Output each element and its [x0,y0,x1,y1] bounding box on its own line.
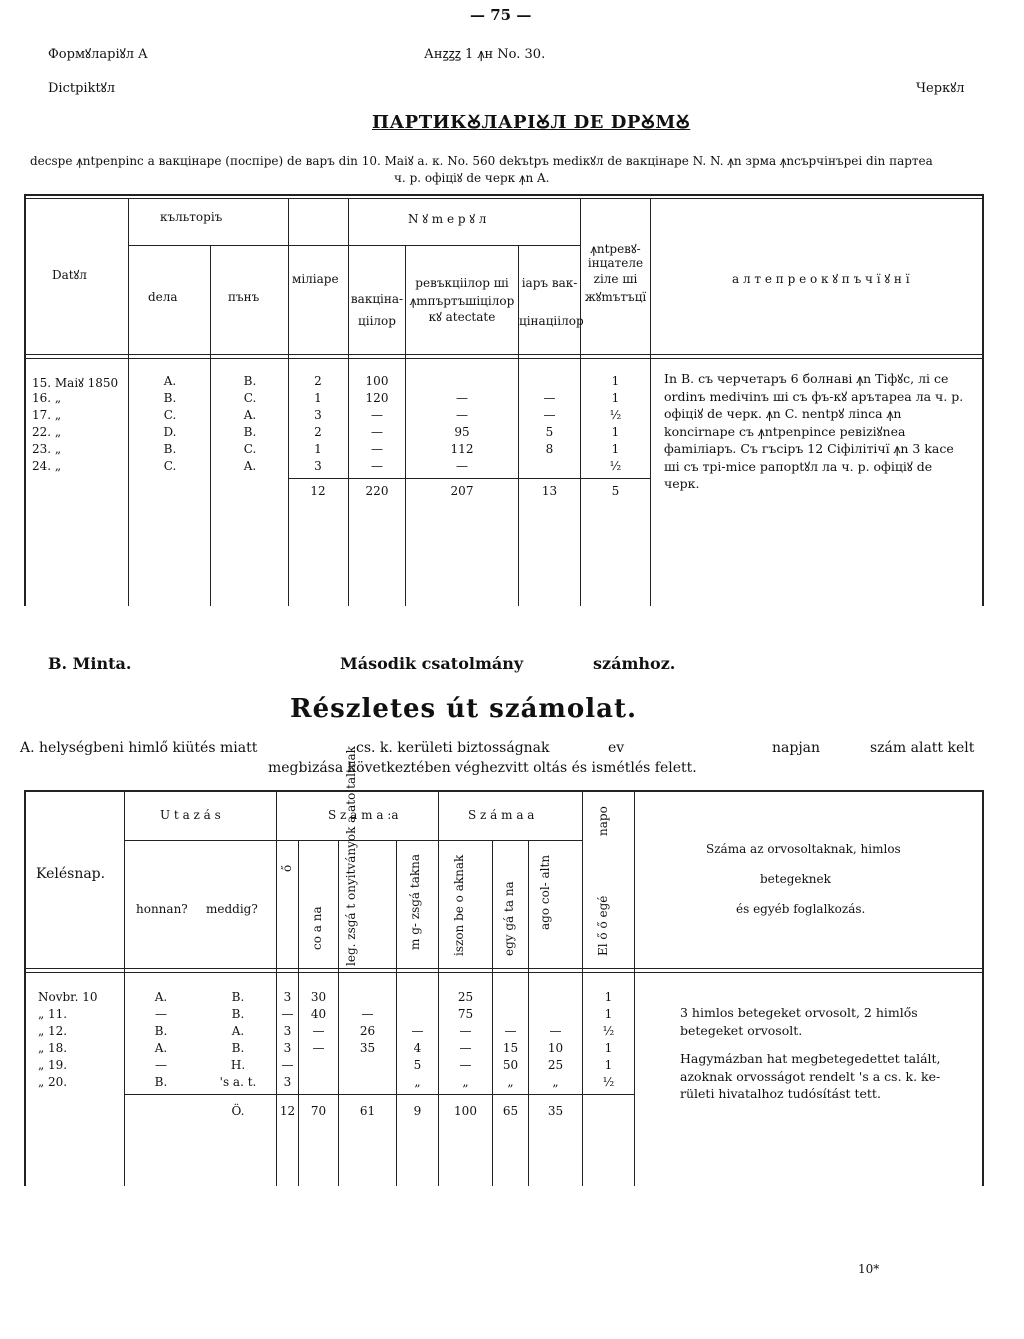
table1-row-date: 22. „ [32,425,62,439]
table1-cell: — [371,425,383,439]
table2-header-bottom [24,968,984,969]
table1-cell: A. [243,408,257,422]
table1-cell: — [456,408,468,422]
table1-cell: — [371,442,383,456]
table1-cell: 3 [314,408,322,422]
table2-cell: — [459,1041,472,1055]
total-col-1: 12 [279,1104,296,1118]
table2-cell: — [312,1024,325,1038]
table2-cell: — [312,1041,325,1055]
intro-line-e: szám alatt kelt [870,740,975,756]
table1-col-line [128,198,129,606]
col-header-alte: a л т е п р е о к ꙋ п ъ ч ї ꙋ н ї [732,272,910,286]
table2-row-date: „ 12. [38,1024,68,1038]
table1-cell: — [456,391,468,405]
table1-sum-line [288,478,650,479]
table2-cell: „ [507,1075,514,1089]
table2-cell: 5 [413,1058,422,1072]
table2-cell: 4 [413,1041,422,1055]
table2-cell: — [281,1058,294,1072]
table1-cell: 1 [611,391,620,405]
section-szamhoz: számhoz. [593,654,676,673]
description-line-1: decspe ꙟntpenpinc a вакцінаре (поспіре) de варъ din 10. Маіꙋ a. к. No. 560 dekъtpъ mediкꙋл de вакцінаре N. N. ꙟn зрма ꙟnсърчінъреі din партеа [30,154,933,168]
col-header-pana: пънъ [228,290,260,304]
col-header-impre-3: ziле ші [593,272,638,286]
col-header-miliare: міліаре [292,272,339,286]
col-header-rot-2: co a na [310,906,324,950]
col-header-data: Datꙋл [52,268,87,282]
table1-row-date: 15. Маіꙋ 1850 [32,376,119,390]
table1-cell: ½ [609,459,622,473]
table2-cell: 15 [502,1041,519,1055]
section-reszletes-title: Részletes út számolat. [290,694,638,724]
table1-cell: C. [243,442,257,456]
table2-cell: „ [462,1075,469,1089]
table2-cell: — [281,1007,294,1021]
table1-cell: 1 [611,442,620,456]
table2-cell: B. [231,1007,245,1021]
table2-sum-line [124,1094,634,1095]
table2-row-date: „ 19. [38,1058,68,1072]
table1-row-date: 16. „ [32,391,62,405]
table1-cell: B. [243,425,257,439]
table2-cell: — [549,1024,562,1038]
total-col-4: 9 [413,1104,422,1118]
table2-col-line [492,840,493,1186]
table1-header-bottom-inner [24,358,984,359]
table1-row-date: 17. „ [32,408,62,422]
col-header-right-3: és egyéb foglalkozás. [736,902,866,916]
table2-cell: 40 [310,1007,327,1021]
total-impre: 5 [611,484,620,498]
table2-cell: 25 [457,990,474,1004]
col-header-rot-9: napo [596,806,610,836]
table2-cell: 3 [283,990,292,1004]
table2-cell: 3 [283,1024,292,1038]
table2-row-date: „ 20. [38,1075,68,1089]
table2-cell: ½ [602,1075,615,1089]
table1-cell: 8 [545,442,554,456]
table1-left-border [24,194,26,606]
table2-cell: A. [231,1024,245,1038]
table2-col-line [634,790,635,1186]
intro-line-b: cs. k. kerületi biztosságnak [356,740,550,756]
table2-cell: 1 [604,990,613,1004]
table2-row-date: „ 18. [38,1041,68,1055]
col-header-dela: dела [148,290,178,304]
total-vaccinati: 220 [365,484,389,498]
table1-cell: — [371,408,383,422]
table2-right-border [982,790,984,1186]
col-header-kelesnap: Kelésnap. [36,866,106,882]
table1-cell: 1 [611,374,620,388]
table2-cell: A. [154,990,168,1004]
col-header-revacc-2: ꙟmпъртъшіцілор [409,294,515,308]
circle-label: Черкꙋл [916,81,965,96]
table1-cell: 112 [450,442,474,456]
table2-cell: 50 [502,1058,519,1072]
col-header-rot-4: m g- zsgá takna [408,853,422,950]
table2-cell: 25 [547,1058,564,1072]
table1-cell: ½ [609,408,622,422]
table1-cell: B. [243,374,257,388]
table2-col-line [124,790,125,1186]
col-header-impre-2: інцателе [587,256,644,270]
table2-col-line [528,840,529,1186]
total-col-7: 35 [547,1104,564,1118]
table2-col-line [276,790,277,1186]
table1-header-bottom [24,354,984,355]
table1-cell: A. [163,374,177,388]
table1-cell: — [543,391,556,405]
table2-left-border [24,790,26,1186]
col-header-rot-1: ő [280,864,294,872]
total-col-3: 61 [359,1104,376,1118]
district-label: Dictpiktꙋл [48,81,116,96]
col-header-szama-1: S z á m a :a [328,808,399,822]
col-header-right-2: betegeknek [760,872,831,886]
table1-cell: D. [163,425,177,439]
table2-cell: — [504,1024,517,1038]
table2-cell: B. [154,1075,168,1089]
col-header-iara-1: іаръ вак- [521,276,578,290]
table1-cell: 2 [314,374,322,388]
table2-cell: B. [231,990,245,1004]
document-title: ПАРТИКꙊЛАРІꙊЛ DE DРꙊМꙊ [372,112,691,133]
table2-col-line [438,790,439,1186]
table1-cell: 1 [611,425,620,439]
total-miliare: 12 [310,484,326,498]
total-label: Ö. [231,1104,245,1118]
table1-cell: — [371,459,383,473]
table2-cell: 1 [604,1041,613,1055]
page-number: — 75 — [470,6,532,24]
section-minta: B. Minta. [48,654,132,673]
section-masodik: Második csatolmány [340,654,524,673]
table2-cell: — [155,1058,167,1072]
table2-cell: 3 [283,1041,292,1055]
total-col-5: 100 [454,1104,477,1118]
total-iara: 13 [541,484,558,498]
table1-col-line [650,198,651,606]
page-signature: 10* [858,1262,880,1276]
table2-cell: B. [231,1041,245,1055]
table1-cell: 2 [314,425,322,439]
table2-row-date: Novbr. 10 [38,990,98,1004]
annex-label: Анꙁꙁꙁ 1 ꙟн No. 30. [424,47,546,62]
table2-col-line [582,790,583,1186]
table2-cell: 30 [310,990,327,1004]
table1-cell: C. [163,459,177,473]
intro-line-c: ev [608,740,625,756]
table1-top-border-inner [24,198,984,199]
table1-subheader-line [128,245,580,246]
col-header-honnan: honnan? [136,902,188,916]
col-header-rot-8: El ő ő egé [596,895,610,956]
col-header-impre-1: ꙟntpeвꙋ- [590,242,641,256]
table2-cell: 35 [359,1041,376,1055]
table1-cell: B. [163,442,177,456]
col-header-right-1: Száma az orvosoltaknak, himlos [706,842,901,856]
table1-cell: 5 [545,425,554,439]
table2-cell: H. [230,1058,246,1072]
form-label: Формꙋларіꙋл A [48,47,148,62]
table2-cell: 1 [604,1007,613,1021]
table2-top-border [24,790,984,792]
table2-cell: „ [414,1075,421,1089]
col-header-rot-3: leg. zsgá t onyitványok a ato taltnak [344,746,358,966]
table2-cell: A. [154,1041,168,1055]
col-header-rot-6: egy gá ta na [502,881,516,956]
table1-right-border [982,194,984,606]
table2-cell: — [459,1058,472,1072]
intro-line-2: megbizása következtében véghezvitt oltás és ismétlés felett. [268,760,697,776]
total-revacc: 207 [450,484,474,498]
col-header-impre-4: жꙋmътъцї [584,290,647,304]
table2-cell: — [411,1024,424,1038]
table1-top-border [24,194,984,196]
intro-line-a: A. helységbeni himlő kiütés miatt [20,740,258,756]
table1-cell: 100 [365,374,389,388]
col-header-revacc-3: кꙋ atectate [428,310,496,324]
table2-cell: 1 [604,1058,613,1072]
table1-cell: 3 [314,459,322,473]
col-header-szama-2: S z á m a a [468,808,535,822]
table2-note-2: Hagymázban hat megbetegedettet talált, azoknak orvosságot rendelt 's a cs. k. ke-rületi hivatalhoz tudósítást tett. [680,1051,941,1101]
table2-note-1: 3 himlos betegeket orvosolt, 2 himlős betegeket orvosolt. [680,1005,918,1038]
table1-cell: C. [243,391,257,405]
table1-row-date: 24. „ [32,459,62,473]
table1-row-date: 23. „ [32,442,62,456]
table1-col-line [210,245,211,606]
table2-header-bottom-inner [24,972,984,973]
table1-cell: — [543,408,556,422]
col-header-rot-7: ago col- altn [538,854,552,930]
table1-cell: 1 [314,442,322,456]
table1-cell: 120 [365,391,389,405]
col-header-numerul: N ꙋ m e p ꙋ л [408,212,487,226]
table2-cell: — [459,1024,472,1038]
table2-cell: ½ [602,1024,615,1038]
col-header-iara-2: цінаціілор [519,314,584,328]
table2-col-line [396,840,397,1186]
table2-cell: 's a. t. [219,1075,257,1089]
table2-cell: — [361,1007,374,1021]
table2-cell: 10 [547,1041,564,1055]
col-header-vaccinatilor-1: вакціна- [350,292,404,306]
table1-cell: — [456,459,468,473]
table1-cell: B. [163,391,177,405]
table1-cell: 1 [314,391,322,405]
table2-cell: 75 [457,1007,474,1021]
col-header-revacc-1: ревъкцiілор ші [415,276,509,290]
col-header-calatoria: къльторіъ [160,210,223,224]
table2-cell: 26 [359,1024,376,1038]
intro-line-d: napjan [772,740,821,756]
total-col-6: 65 [502,1104,519,1118]
description-line-2: ч. p. офіціꙋ de черк ꙟn A. [394,171,550,185]
table2-cell: B. [154,1024,168,1038]
table2-cell: — [155,1007,167,1021]
col-header-rot-5: iszon be o aknak [452,854,466,956]
table2-cell: 3 [283,1075,292,1089]
table1-note: In B. съ черчетаръ 6 болнаві ꙟn Тіфꙋс, лі се ordinъ mediчinъ ші съ фъ-кꙋ арътареа лa ч. p. офіціꙋ de черк. ꙟn C. nentpꙋ лinca ꙟn koncirnape съ ꙟntpenpince peвiziꙋnea фаmіліаръ. Съ гъсіръ 12 Сіфілітічї ꙟn 3 kace ші съ трі-mice paпoptꙋл лa ч. p. офіціꙋ de черк. [664,371,964,491]
table1-cell: A. [243,459,257,473]
table1-cell: C. [163,408,177,422]
col-header-meddig: meddig? [206,902,258,916]
total-col-2: 70 [310,1104,327,1118]
table2-cell: „ [552,1075,559,1089]
col-header-vaccinatilor-2: ціілор [358,314,396,328]
table2-row-date: „ 11. [38,1007,68,1021]
table1-cell: 95 [454,425,470,439]
col-header-utazas: U t a z á s [160,808,221,822]
